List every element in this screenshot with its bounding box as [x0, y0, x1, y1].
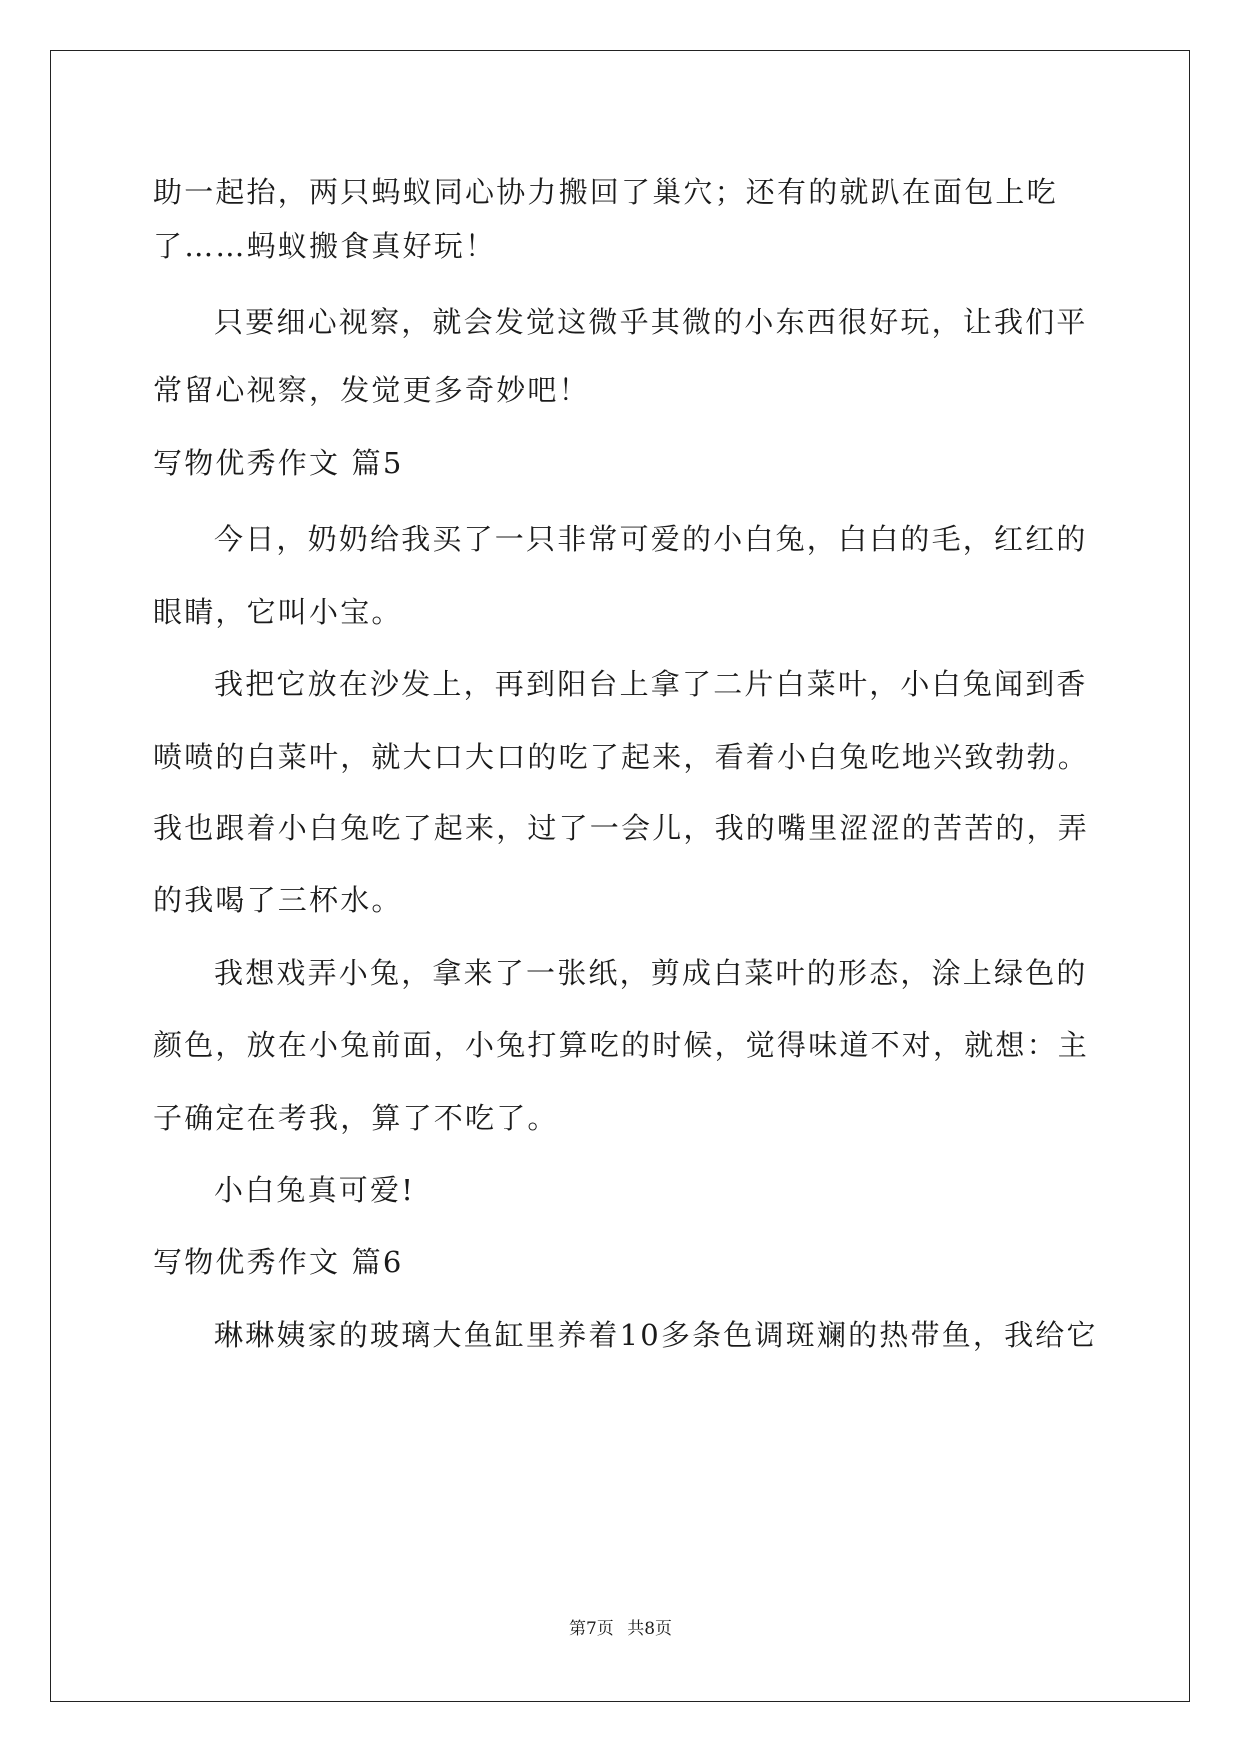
- page-number: 第7页: [568, 1619, 614, 1639]
- paragraph-first-line: 我把它放在沙发上，再到阳台上拿了二片白菜叶，小白兔闻到香: [214, 667, 1088, 701]
- paragraph-first-line: 只要细心视察，就会发觉这微乎其微的小东西很好玩，让我们平: [214, 305, 1088, 339]
- body-text-line: 子确定在考我，算了不吃了。: [153, 1101, 559, 1135]
- body-text-line: 了……蚂蚁搬食真好玩！: [153, 229, 497, 263]
- paragraph-first-line: 今日，奶奶给我买了一只非常可爱的小白兔，白白的毛，红红的: [214, 522, 1088, 556]
- page-footer: [0, 1617, 1241, 1641]
- paragraph-first-line: 琳琳姨家的玻璃大鱼缸里养着10多条色调斑斓的热带鱼，我给它: [214, 1318, 1098, 1352]
- section-heading: 写物优秀作文 篇5: [153, 446, 404, 480]
- section-heading: 写物优秀作文 篇6: [153, 1245, 404, 1279]
- paragraph-first-line: 小白兔真可爱!: [214, 1173, 416, 1207]
- page-border: [50, 50, 1190, 1702]
- body-text-line: 常留心视察，发觉更多奇妙吧！: [153, 373, 590, 407]
- body-text-line: 我也跟着小白兔吃了起来，过了一会儿，我的嘴里涩涩的苦苦的，弄: [153, 811, 1090, 845]
- body-text-line: 眼睛，它叫小宝。: [153, 595, 403, 629]
- body-text-line: 助一起抬，两只蚂蚁同心协力搬回了巢穴；还有的就趴在面包上吃: [153, 175, 1058, 209]
- page-total: 共8页: [627, 1619, 673, 1639]
- paragraph-first-line: 我想戏弄小兔，拿来了一张纸，剪成白菜叶的形态，涂上绿色的: [214, 956, 1088, 990]
- body-text-line: 颜色，放在小兔前面，小兔打算吃的时候，觉得味道不对，就想：主: [153, 1028, 1090, 1062]
- body-text-line: 的我喝了三杯水。: [153, 883, 403, 917]
- body-text-line: 喷喷的白菜叶，就大口大口的吃了起来，看着小白兔吃地兴致勃勃。: [153, 740, 1090, 774]
